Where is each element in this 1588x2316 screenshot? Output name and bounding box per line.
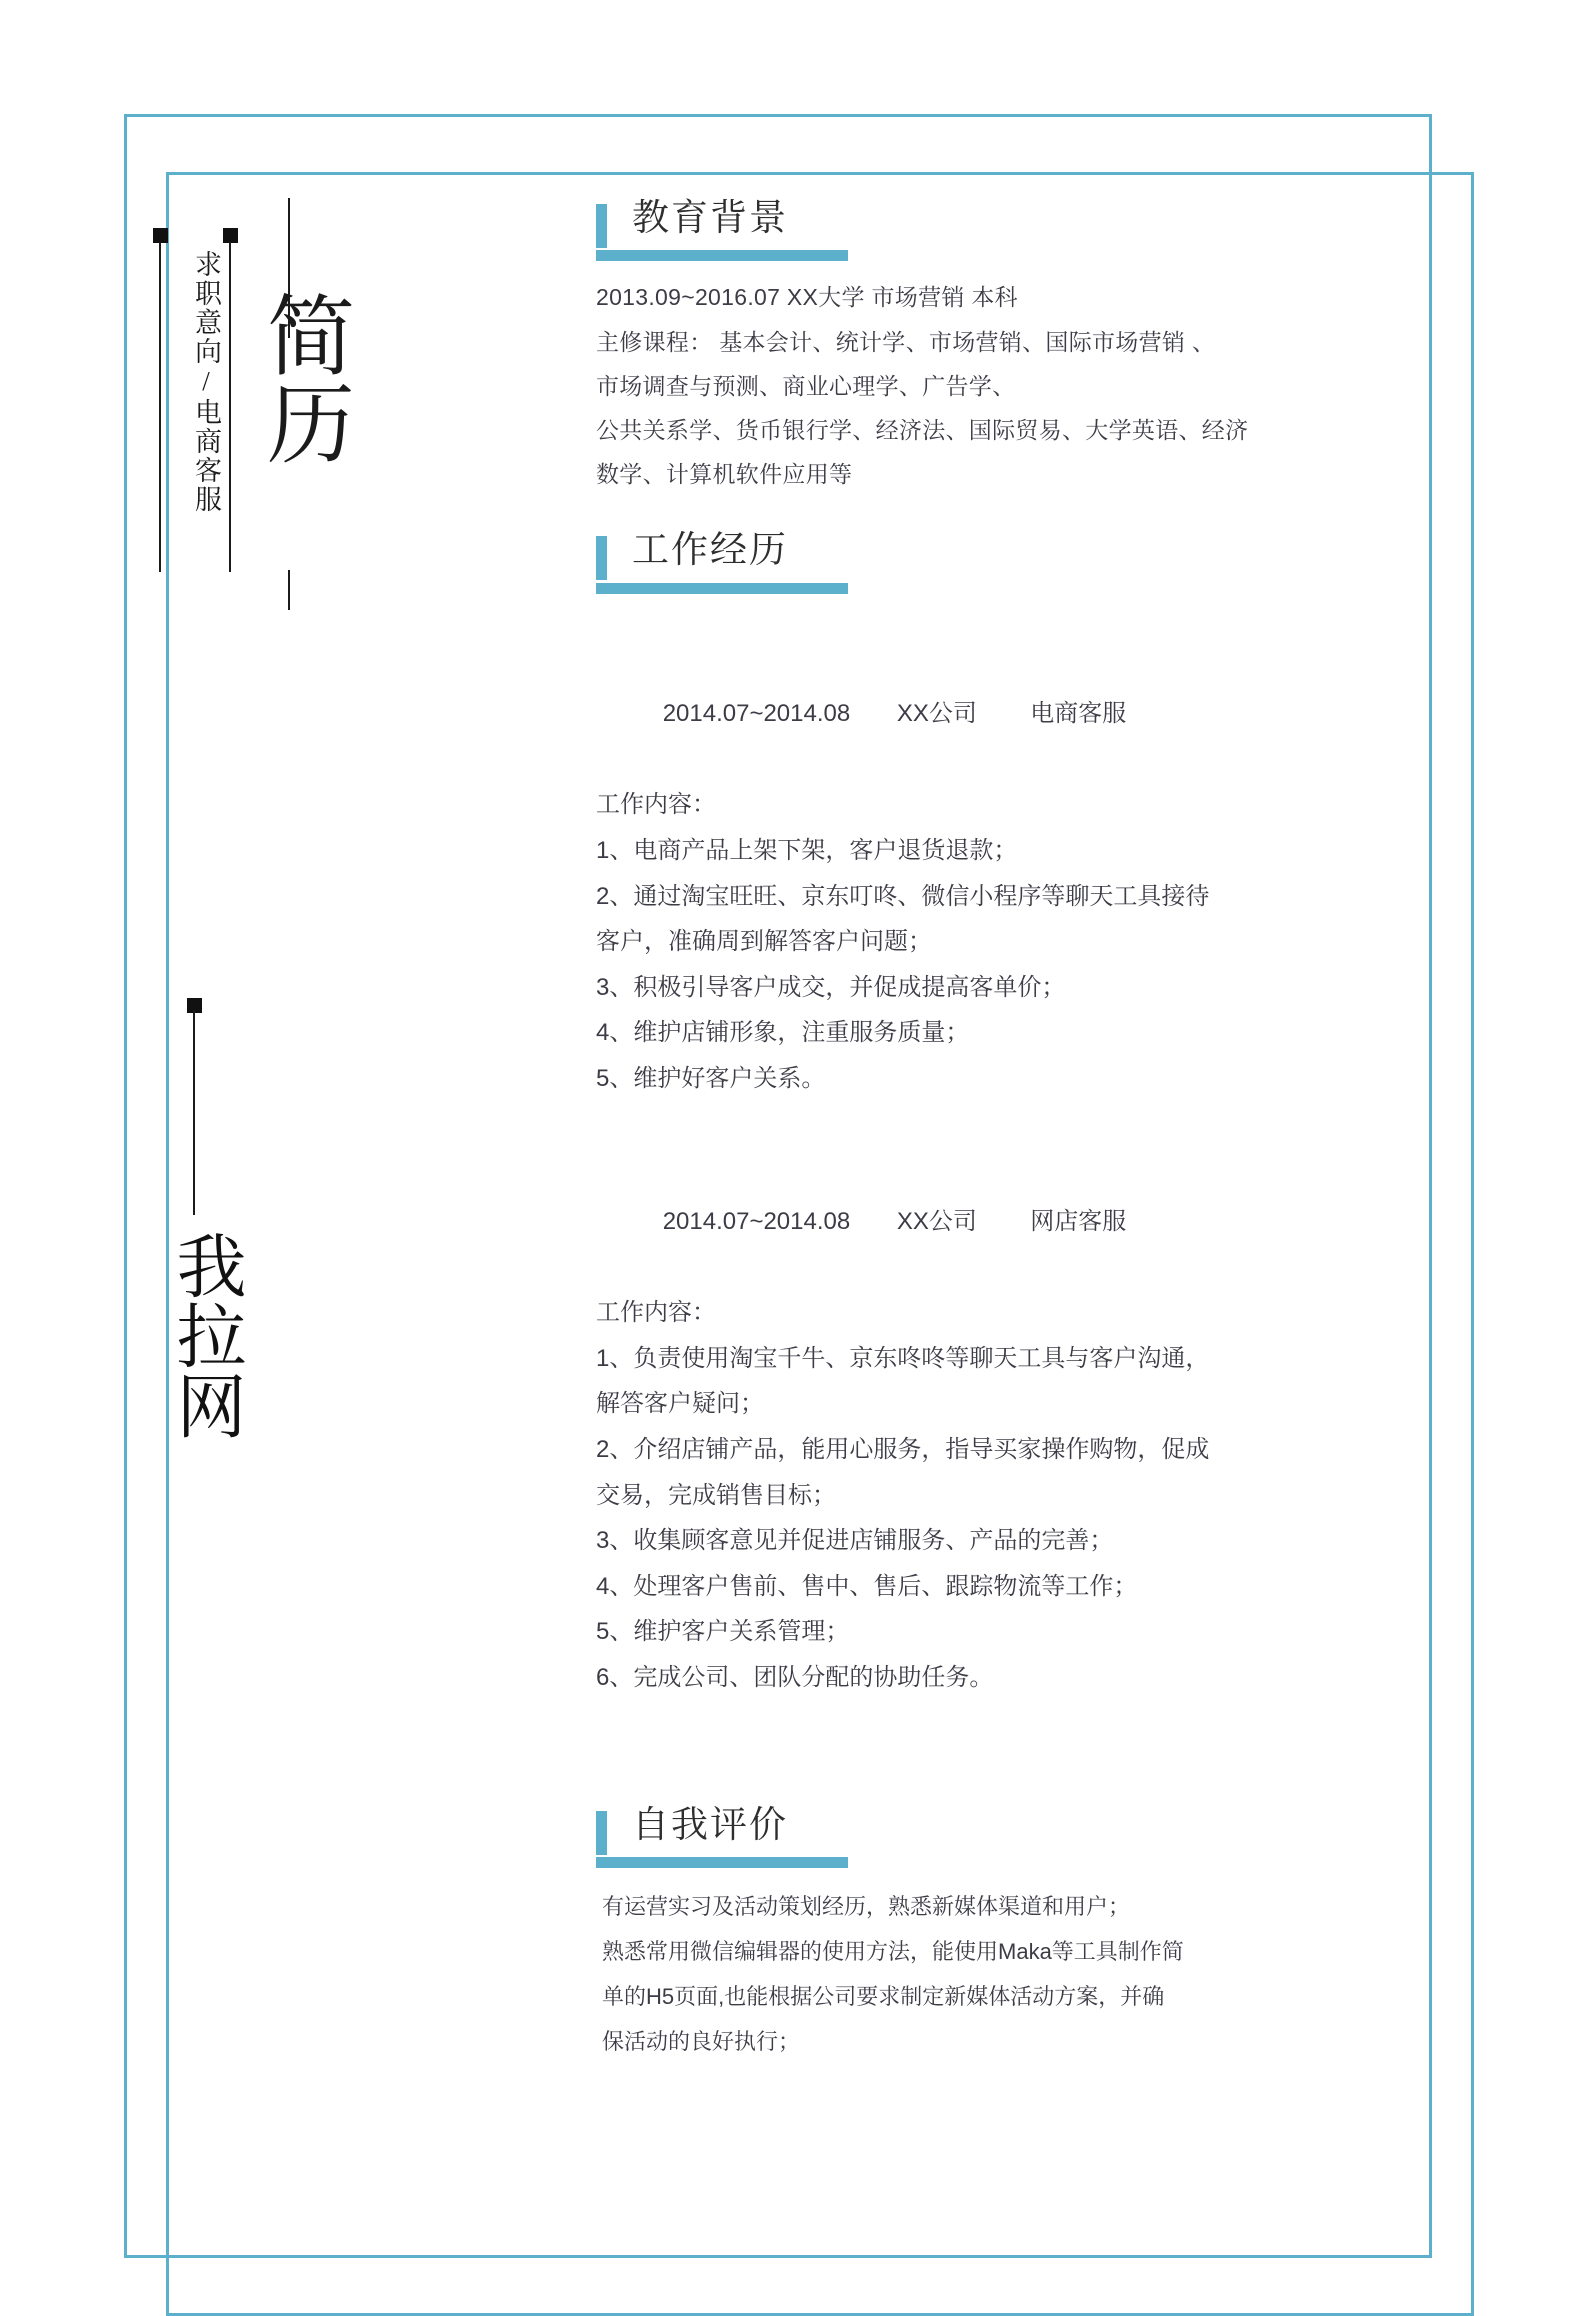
spacer [596,1701,1376,1797]
work-header [596,522,1376,593]
education-line: 数学、计算机软件应用等 [596,461,853,488]
self-eval-line: 单的H5页面,也能根据公司要求制定新媒体活动方案，并确 [602,1984,1165,2010]
education-underline [596,250,848,261]
spacer [596,1102,1376,1146]
section-self-evaluation [596,1797,1376,2065]
education-line: 公共关系学、货币银行学、经济法、国际贸易、大学英语、经济 [596,416,1249,443]
work-content-label: 工作内容： [596,791,716,819]
objective-cap-right-icon [223,228,238,243]
work-duty-item: 3、收集顾客意见并促进店铺服务、产品的完善； [596,1527,1114,1555]
left-sidebar [150,180,450,2080]
page-title: 简历 [254,290,351,466]
title-rule-bottom [288,570,290,610]
work-period: 2014.07~2014.08 [662,700,851,728]
self-eval-line: 保活动的良好执行； [602,2029,801,2055]
objective-rule-left [159,242,161,572]
section-work-experience [596,522,1376,1700]
objective-cap-left-icon [153,228,168,243]
work-duty-item: 2、介绍店铺产品，能用心服务，指导买家操作购物，促成 [596,1436,1210,1464]
work-content-label: 工作内容： [596,1299,716,1327]
section-education [596,190,1376,496]
brand-watermark: 我拉网 [167,1230,245,1440]
work-duty-item: 客户，准确周到解答客户问题； [596,928,932,956]
main-content [596,190,1376,2064]
spacer [596,594,1376,638]
work-duty-item: 交易，完成销售目标； [596,1481,836,1509]
work-period: 2014.07~2014.08 [662,1208,851,1236]
work-duty-item: 4、处理客户售前、售中、售后、跟踪物流等工作； [596,1572,1138,1600]
job-objective-label: 求职意向/电商客服 [191,250,221,514]
education-line: 市场调查与预测、商业心理学、广告学、 [596,372,1016,399]
work-duty-item: 4、维护店铺形象，注重服务质量； [596,1019,970,1047]
work-role: 电商客服 [1030,700,1127,728]
work-company: XX公司 [896,700,977,728]
education-body [596,275,1376,496]
education-line: 主修课程： 基本会计、统计学、市场营销、国际市场营销 、 [596,328,1216,355]
accent-tick-icon [596,536,607,580]
work-underline [596,583,848,594]
work-duty-item: 解答客户疑问； [596,1390,764,1418]
self-eval-line: 熟悉常用微信编辑器的使用方法，能使用Maka等工具制作简 [602,1939,1184,1965]
work-duty-item: 3、积极引导客户成交，并促成提高客单价； [596,973,1066,1001]
self-eval-body [602,1884,1376,2064]
work-duty-item: 1、负责使用淘宝千牛、京东咚咚等聊天工具与客户沟通， [596,1344,1210,1372]
brand-rule [193,1010,195,1215]
work-entry [596,1154,1376,1701]
work-title: 工作经历 [632,529,788,571]
work-duty-item: 1、电商产品上架下架，客户退货退款； [596,836,1018,864]
education-title: 教育背景 [632,197,788,238]
work-duty-item: 2、通过淘宝旺旺、京东叮咚、微信小程序等聊天工具接待 [596,882,1210,910]
work-entry-meta [596,646,1376,783]
spacer [596,496,1376,522]
work-entry-meta [596,1154,1376,1291]
accent-tick-icon [596,1811,607,1855]
work-duty-list [596,1336,1376,1701]
objective-rule-right [229,242,231,572]
work-company: XX公司 [896,1208,977,1236]
work-duty-item: 5、维护好客户关系。 [596,1064,826,1092]
work-duty-item: 5、维护客户关系管理； [596,1618,850,1646]
accent-tick-icon [596,204,607,248]
work-duty-item: 6、完成公司、团队分配的协助任务。 [596,1664,994,1692]
education-line: 2013.09~2016.07 XX大学 市场营销 本科 [596,284,1018,311]
work-duty-list [596,828,1376,1102]
self-eval-underline [596,1857,848,1868]
education-header [596,190,1376,261]
work-entry [596,646,1376,1102]
self-eval-line: 有运营实习及活动策划经历，熟悉新媒体渠道和用户； [602,1894,1131,1920]
work-role: 网店客服 [1030,1208,1127,1236]
self-eval-title: 自我评价 [632,1803,788,1845]
self-eval-header [596,1797,1376,1868]
